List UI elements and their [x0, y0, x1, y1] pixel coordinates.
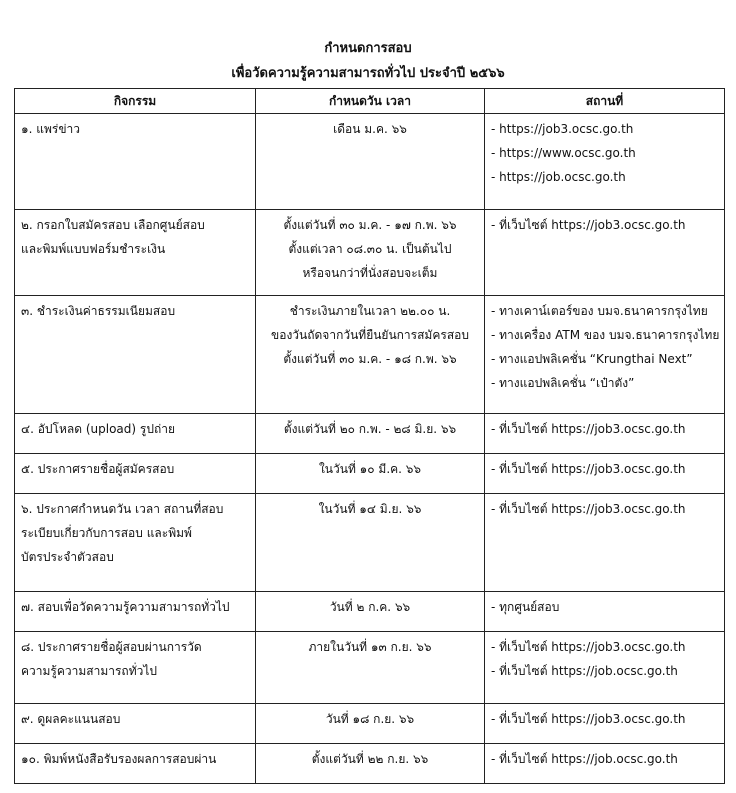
table-row [15, 414, 725, 454]
activity-cell-line: ๓. ชำระเงินค่าธรรมเนียมสอบ [21, 304, 176, 318]
schedule-cell [256, 296, 485, 414]
location-cell-line: - ทางแอปพลิเคชั่น “เป๋าตัง” [491, 376, 635, 390]
location-cell-line: - ทางเคาน์เตอร์ของ บมจ.ธนาคารกรุงไทย [491, 304, 708, 318]
activity-cell [15, 296, 256, 414]
schedule-cell-line: วันที่ ๒ ก.ค. ๖๖ [329, 600, 411, 614]
schedule-cell-line: วันที่ ๑๘ ก.ย. ๖๖ [325, 712, 415, 726]
activity-cell [15, 114, 256, 210]
schedule-cell [256, 704, 485, 744]
location-cell [485, 704, 725, 744]
schedule-cell-line: หรือจนกว่าที่นั่งสอบจะเต็ม [302, 266, 438, 280]
table-row [15, 704, 725, 744]
location-cell [485, 454, 725, 494]
activity-cell-line: ความรู้ความสามารถทั่วไป [21, 664, 157, 678]
location-cell-line: - ทุกศูนย์สอบ [491, 600, 560, 614]
location-cell-line: - ที่เว็บไซต์ https://job3.ocsc.go.th [491, 218, 686, 232]
schedule-cell [256, 494, 485, 592]
location-cell-line: - ที่เว็บไซต์ https://job3.ocsc.go.th [491, 422, 686, 436]
activity-cell [15, 744, 256, 784]
activity-cell-line: ระเบียบเกี่ยวกับการสอบ และพิมพ์ [21, 526, 192, 540]
schedule-table [14, 88, 725, 784]
activity-cell [15, 632, 256, 704]
schedule-cell-line: ของวันถัดจากวันที่ยืนยันการสมัครสอบ [271, 328, 469, 342]
location-cell-line: - https://job3.ocsc.go.th [491, 122, 634, 136]
column-header-location: สถานที่ [485, 89, 725, 114]
table-header-row [15, 89, 725, 114]
activity-cell-line: ๙. ดูผลคะแนนสอบ [21, 712, 121, 726]
activity-cell [15, 210, 256, 296]
activity-cell-line: ๑. แพร่ข่าว [21, 122, 81, 136]
location-cell-line: - https://job.ocsc.go.th [491, 170, 626, 184]
table-row [15, 494, 725, 592]
activity-cell [15, 704, 256, 744]
page-subtitle: เพื่อวัดความรู้ความสามารถทั่วไป ประจำปี ๒๕๖๖ [231, 66, 505, 81]
location-cell-line: - ที่เว็บไซต์ https://job.ocsc.go.th [491, 664, 678, 678]
activity-cell-line: ๑๐. พิมพ์หนังสือรับรองผลการสอบผ่าน [21, 752, 217, 766]
schedule-cell [256, 592, 485, 632]
schedule-cell [256, 414, 485, 454]
activity-cell-line: และพิมพ์แบบฟอร์มชำระเงิน [21, 242, 166, 256]
table-row [15, 210, 725, 296]
table-row [15, 114, 725, 210]
activity-cell [15, 414, 256, 454]
activity-cell-line: ๘. ประกาศรายชื่อผู้สอบผ่านการวัด [21, 640, 202, 654]
activity-cell-line: ๔. อัปโหลด (upload) รูปถ่าย [21, 422, 175, 436]
schedule-cell-line: เดือน ม.ค. ๖๖ [333, 122, 407, 136]
schedule-cell-line: ในวันที่ ๑๔ มิ.ย. ๖๖ [318, 502, 422, 516]
location-cell-line: - ที่เว็บไซต์ https://job3.ocsc.go.th [491, 712, 686, 726]
schedule-cell [256, 454, 485, 494]
schedule-cell-line: ตั้งแต่วันที่ ๓๐ ม.ค. - ๑๘ ก.พ. ๖๖ [283, 352, 457, 366]
table-row [15, 454, 725, 494]
location-cell-line: - ที่เว็บไซต์ https://job3.ocsc.go.th [491, 640, 686, 654]
schedule-cell [256, 114, 485, 210]
schedule-cell-line: ตั้งแต่เวลา ๐๘.๓๐ น. เป็นต้นไป [288, 242, 452, 256]
activity-cell [15, 592, 256, 632]
location-cell-line: - ทางแอปพลิเคชั่น “Krungthai Next” [491, 352, 693, 366]
location-cell [485, 592, 725, 632]
location-cell [485, 296, 725, 414]
schedule-cell [256, 632, 485, 704]
activity-cell [15, 494, 256, 592]
table-row [15, 632, 725, 704]
schedule-cell-line: ตั้งแต่วันที่ ๒๒ ก.ย. ๖๖ [311, 752, 429, 766]
activity-cell-line: ๒. กรอกใบสมัครสอบ เลือกศูนย์สอบ [21, 218, 205, 232]
column-header-activity: กิจกรรม [15, 89, 256, 114]
activity-cell-line: ๕. ประกาศรายชื่อผู้สมัครสอบ [21, 462, 175, 476]
table-row [15, 744, 725, 784]
location-cell [485, 414, 725, 454]
location-cell [485, 114, 725, 210]
activity-cell-line: บัตรประจำตัวสอบ [21, 550, 114, 564]
location-cell-line: - ทางเครื่อง ATM ของ บมจ.ธนาคารกรุงไทย [491, 328, 720, 342]
location-cell [485, 494, 725, 592]
location-cell-line: - ที่เว็บไซต์ https://job.ocsc.go.th [491, 752, 678, 766]
activity-cell [15, 454, 256, 494]
schedule-cell-line: ในวันที่ ๑๐ มี.ค. ๖๖ [318, 462, 422, 476]
column-header-schedule: กำหนดวัน เวลา [256, 89, 485, 114]
activity-cell-line: ๖. ประกาศกำหนดวัน เวลา สถานที่สอบ [21, 502, 224, 516]
page-title: กำหนดการสอบ [324, 41, 412, 56]
activity-cell-line: ๗. สอบเพื่อวัดความรู้ความสามารถทั่วไป [21, 600, 230, 614]
schedule-cell [256, 744, 485, 784]
schedule-cell-line: ชำระเงินภายในเวลา ๒๒.๐๐ น. [289, 304, 451, 318]
location-cell-line: - https://www.ocsc.go.th [491, 146, 636, 160]
table-row [15, 592, 725, 632]
table-row [15, 296, 725, 414]
location-cell-line: - ที่เว็บไซต์ https://job3.ocsc.go.th [491, 502, 686, 516]
schedule-cell-line: ตั้งแต่วันที่ ๓๐ ม.ค. - ๑๗ ก.พ. ๖๖ [283, 218, 457, 232]
location-cell-line: - ที่เว็บไซต์ https://job3.ocsc.go.th [491, 462, 686, 476]
schedule-cell-line: ตั้งแต่วันที่ ๒๐ ก.พ. - ๒๘ มิ.ย. ๖๖ [283, 422, 457, 436]
location-cell [485, 632, 725, 704]
location-cell [485, 210, 725, 296]
location-cell [485, 744, 725, 784]
schedule-cell [256, 210, 485, 296]
schedule-cell-line: ภายในวันที่ ๑๓ ก.ย. ๖๖ [308, 640, 432, 654]
